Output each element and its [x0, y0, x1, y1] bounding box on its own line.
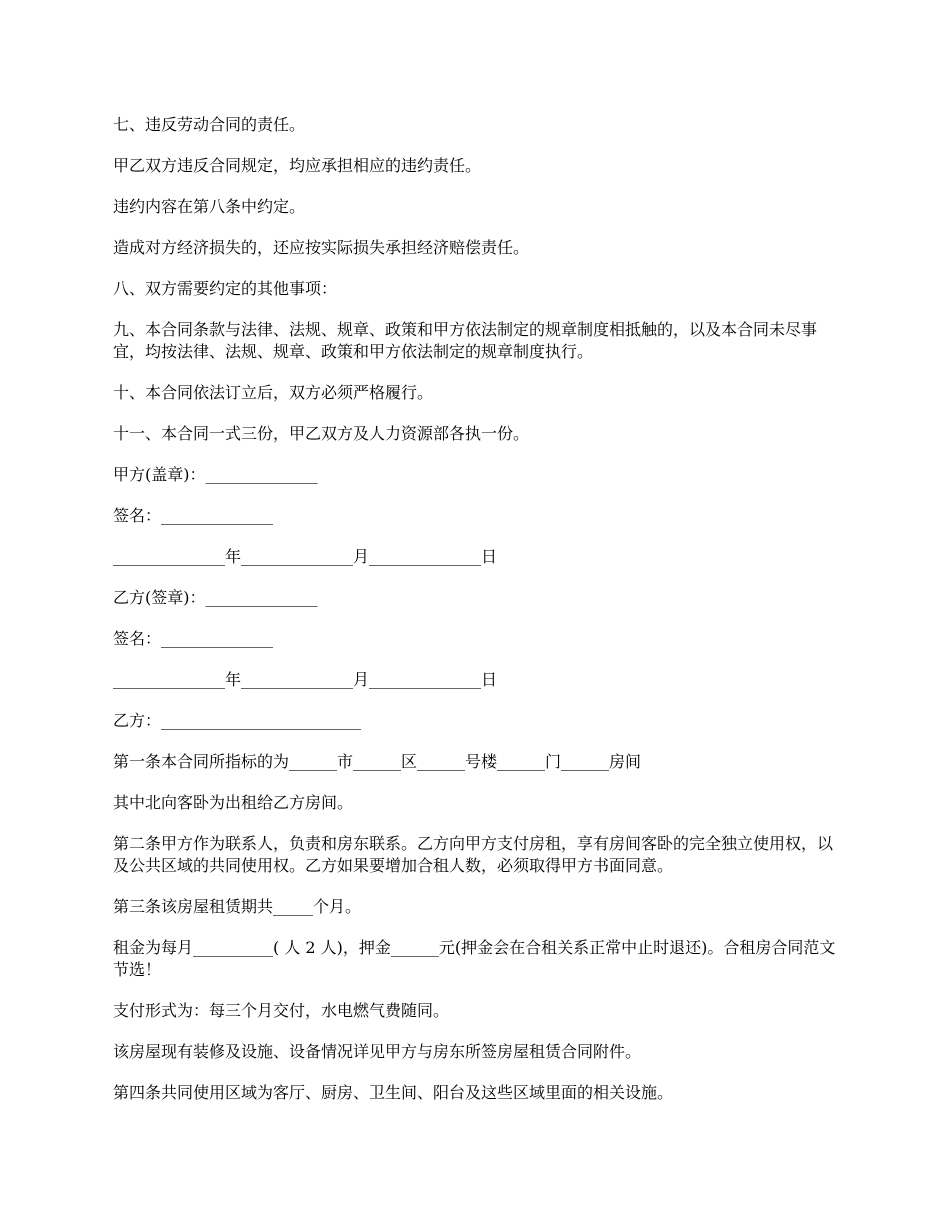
document-page: [113, 114, 843, 1123]
party-b-date-line: ______________年______________月______________日: [113, 670, 498, 689]
section-8-heading: 八、双方需要约定的其他事项：: [113, 279, 338, 298]
section-9-paragraph: 九、本合同条款与法律、法规、规章、政策和甲方依法制定的规章制度相抵触的，以及本合同未尽事宜，均按法律、法规、规章、政策和甲方依法制定的规章制度执行。: [113, 320, 818, 361]
paragraph-compensation: 造成对方经济损失的，还应按实际损失承担经济赔偿责任。: [113, 238, 530, 257]
section-11-paragraph: 十一、本合同一式三份，甲乙双方及人力资源部各执一份。: [113, 424, 530, 443]
paragraph-breach-terms: 违约内容在第八条中约定。: [113, 197, 306, 216]
room-description-paragraph: 其中北向客卧为出租给乙方房间。: [113, 793, 354, 812]
party-a-seal-line: 甲方(盖章)：______________: [113, 465, 318, 484]
article-2-paragraph: 第二条甲方作为联系人，负责和房东联系。乙方向甲方支付房租，享有房间客卧的完全独立使用权，以及公共区域的共同使用权。乙方如果要增加合租人数，必须取得甲方书面同意。: [113, 834, 834, 875]
section-7-heading: 七、违反劳动合同的责任。: [113, 115, 306, 134]
section-10-paragraph: 十、本合同依法订立后，双方必须严格履行。: [113, 383, 434, 402]
party-a-date-line: ______________年______________月______________日: [113, 547, 498, 566]
party-b-signature-line: 签名：______________: [113, 629, 274, 648]
paragraph-breach-liability: 甲乙双方违反合同规定，均应承担相应的违约责任。: [113, 156, 482, 175]
article-3-paragraph: 第三条该房屋租赁期共_____个月。: [113, 897, 362, 916]
facilities-paragraph: 该房屋现有装修及设施、设备情况详见甲方与房东所签房屋租赁合同附件。: [113, 1042, 642, 1061]
article-4-paragraph: 第四条共同使用区域为客厅、厨房、卫生间、阳台及这些区域里面的相关设施。: [113, 1083, 674, 1102]
article-1-paragraph: 第一条本合同所指标的为______市______区______号楼______门______房间: [113, 752, 642, 771]
party-a-signature-line: 签名：______________: [113, 506, 274, 525]
party-b-seal-line: 乙方(签章)：______________: [113, 588, 318, 607]
rent-deposit-paragraph: 租金为每月__________( 人 2 人)，押金______元(押金会在合租关系正常中止时退还)。合租房合同范文节选！: [113, 938, 836, 979]
payment-method-paragraph: 支付形式为：每三个月交付，水电燃气费随同。: [113, 1001, 450, 1020]
party-b-name-line: 乙方：_________________________: [113, 711, 362, 730]
